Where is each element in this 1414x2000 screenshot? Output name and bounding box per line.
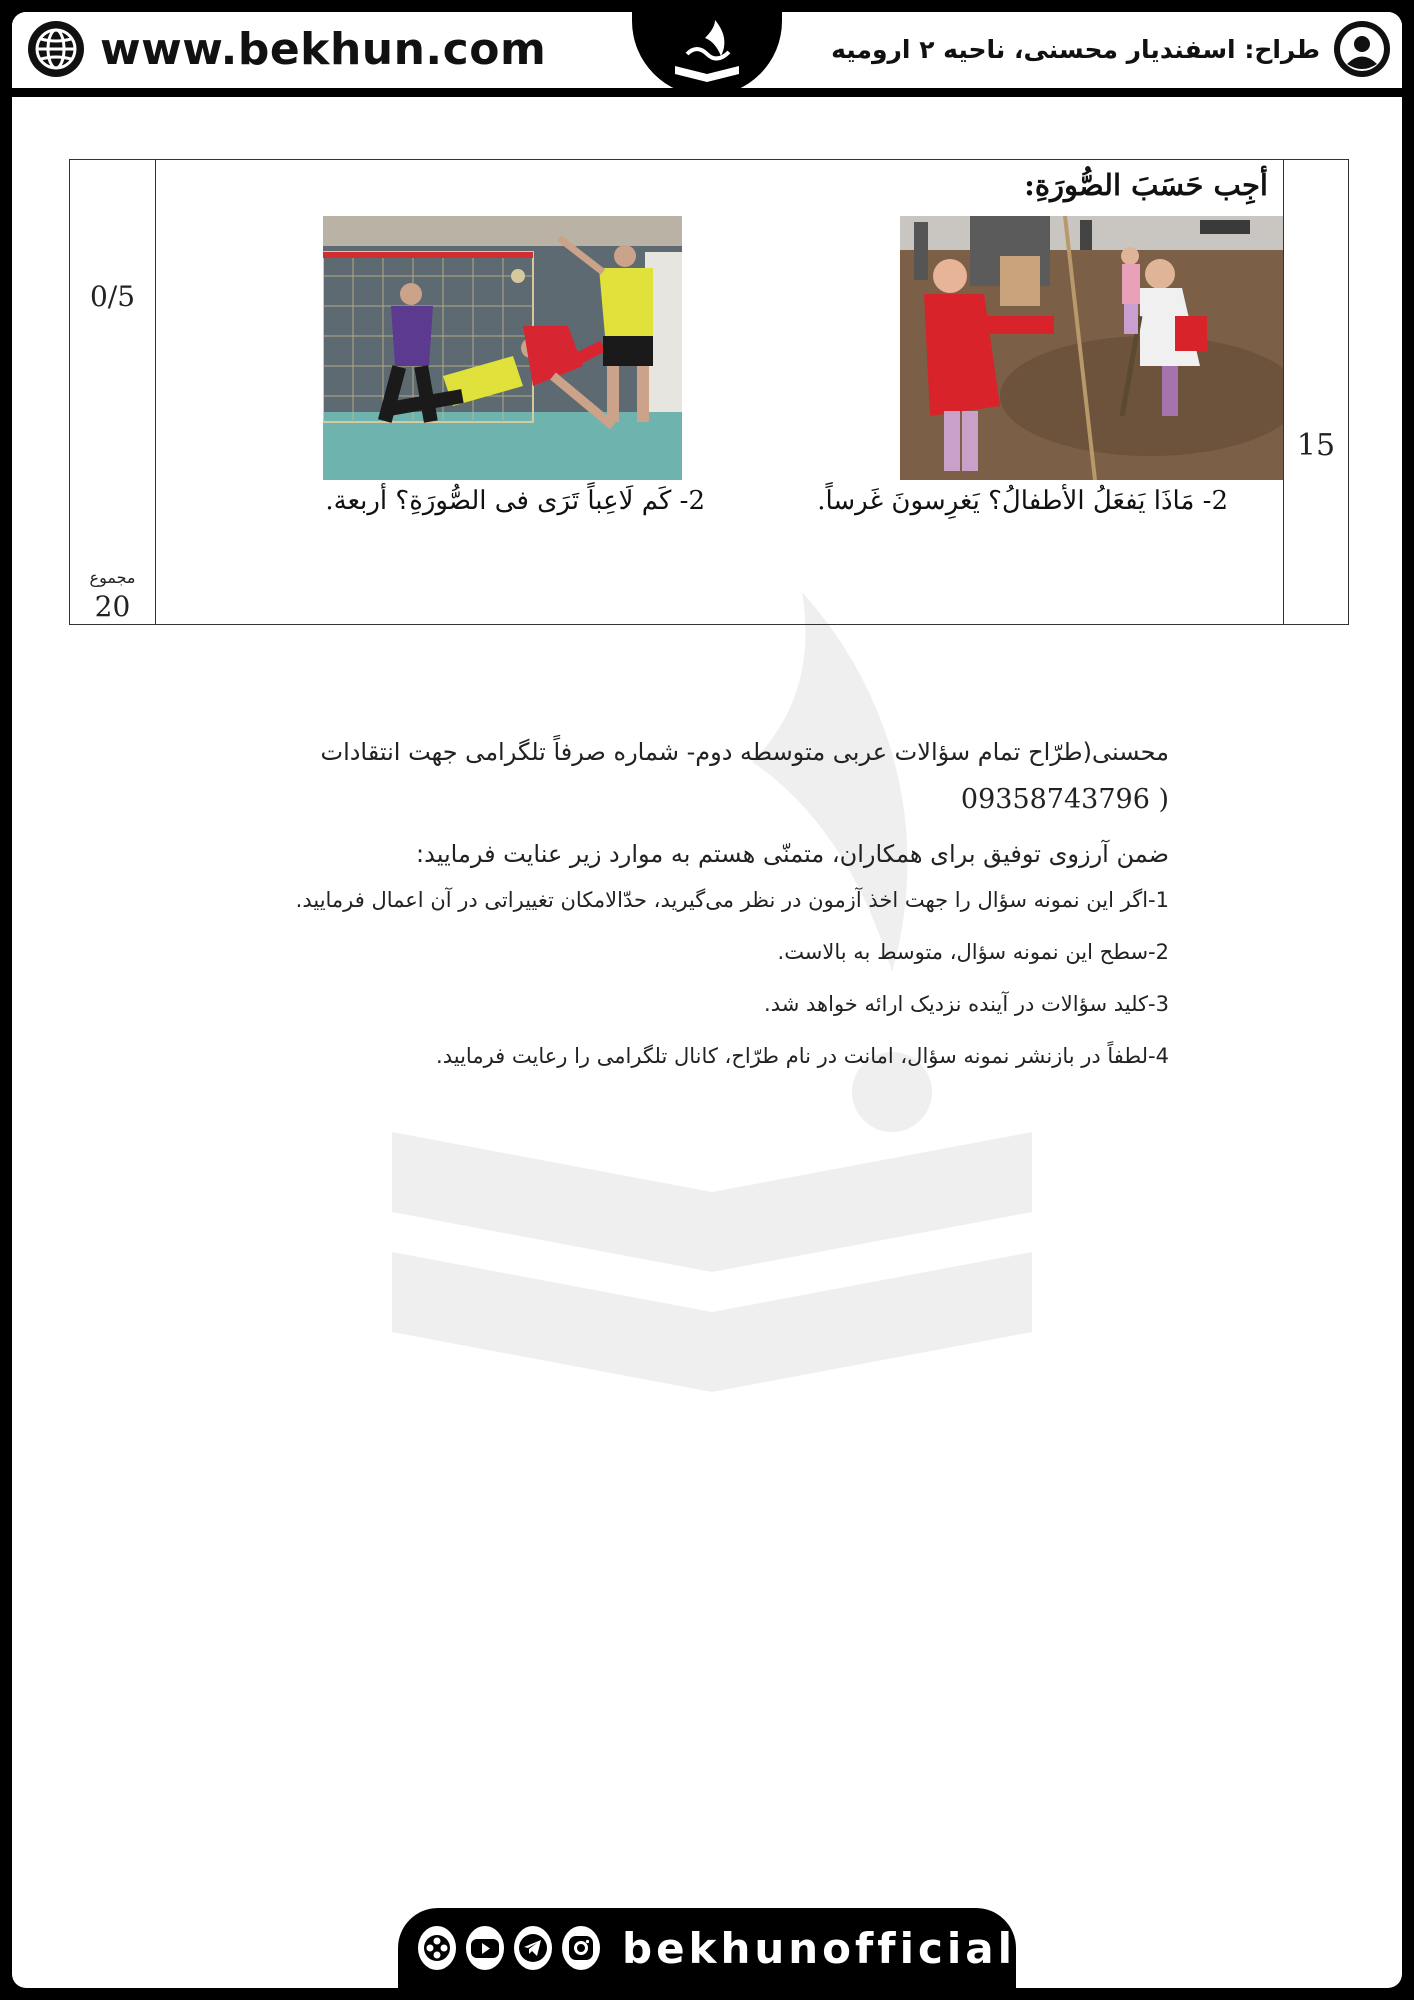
item-caption: 2- مَاذَا يَفعَلُ الأطفالُ؟ يَغرِسونَ غَرساً. [817, 486, 1228, 516]
website-link[interactable] [26, 18, 546, 80]
question-instruction: أجِب حَسَبَ الصُّورَةِ: [1024, 168, 1268, 202]
instagram-icon[interactable] [562, 1926, 600, 1970]
page-header [12, 12, 1402, 97]
website-text: www.bekhun.com [100, 23, 547, 75]
designer-info [831, 18, 1392, 80]
page [12, 12, 1402, 1988]
designer-text: طراح: اسفندیار محسنی، ناحیه ۲ ارومیه [831, 34, 1320, 64]
question-table [69, 159, 1349, 625]
film-reel-icon[interactable] [418, 1926, 456, 1970]
handball-photo [323, 216, 682, 480]
note-item: 4-لطفاً در بازنشر نمونه سؤال، امانت در نام طرّاح، کانال تلگرامی را رعایت فرمایید. [436, 1044, 1169, 1068]
children-planting-photo [900, 216, 1283, 480]
author-notes [209, 734, 1169, 1082]
social-bar [398, 1908, 1016, 1988]
note-item: 3-کلید سؤالات در آینده نزدیک ارائه خواهد شد. [764, 992, 1169, 1016]
total-score: 20 [94, 590, 131, 623]
total-label: مجموع [89, 568, 136, 587]
note-phone: ( 09358743796 [960, 784, 1169, 815]
note-intro: ضمن آرزوی توفیق برای همکاران، متمنّی هستم به موارد زیر عنایت فرمایید: [416, 840, 1169, 868]
note-author-line: محسنی(طرّاح تمام سؤالات عربی متوسطه دوم- شماره صرفاً تلگرامی جهت انتقادات [320, 738, 1169, 766]
brand-logo [632, 12, 782, 96]
item-caption: 2- كَم لَاعِباً تَرَى فى الصُّورَةِ؟ أربعة. [325, 486, 705, 516]
telegram-icon[interactable] [514, 1926, 552, 1970]
user-avatar-icon [1332, 19, 1392, 79]
brand-logo-icon [657, 14, 757, 94]
youtube-icon[interactable] [466, 1926, 504, 1970]
note-item: 2-سطح این نمونه سؤال، متوسط به بالاست. [777, 940, 1169, 964]
social-handle[interactable]: bekhunofficial [622, 1923, 1017, 1973]
globe-icon [26, 19, 86, 79]
question-number: 15 [1296, 428, 1336, 463]
note-item: 1-اگر این نمونه سؤال را جهت اخذ آزمون در نظر می‌گیرید، حدّالامکان تغییراتی در آن اعمال فرمایید. [295, 888, 1169, 912]
table-divider [155, 160, 156, 624]
question-score: 0/5 [89, 280, 136, 313]
table-divider [1283, 160, 1284, 624]
